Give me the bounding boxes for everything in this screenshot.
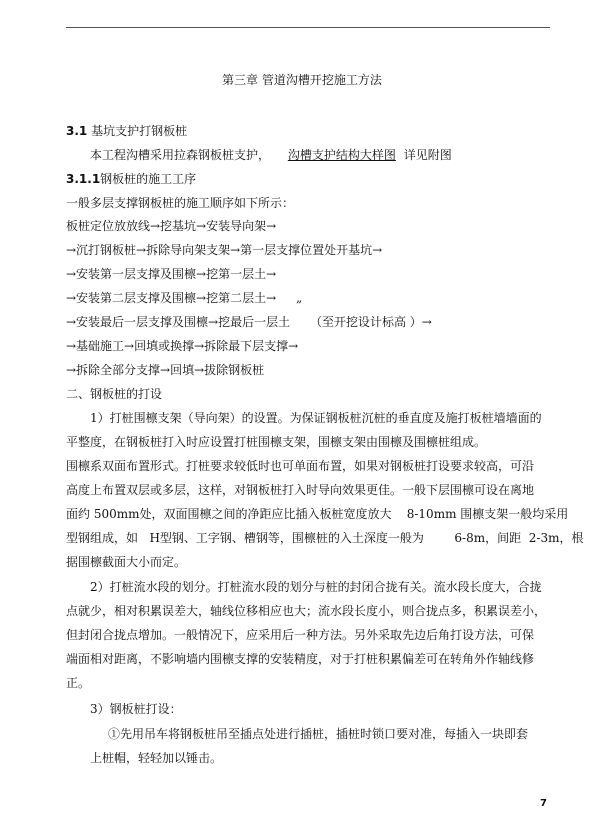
section-2-heading: 二、钢板桩的打设 <box>66 387 163 401</box>
step-line: →拆除全部分支撑→回填→拔除钢板桩 <box>66 363 265 377</box>
section-number: 3.1.1 <box>66 172 101 186</box>
paragraph-line: 面约 500mm处，双面围檩之间的净距应比插入板桩宽度放大 8-10mm 围檩支架一般均采用 <box>66 507 569 521</box>
section-number: 3.1 <box>66 124 88 138</box>
step-mark: „ <box>296 291 303 305</box>
page-title: 第三章 管道沟槽开挖施工方法 <box>222 73 382 87</box>
section-3-1-heading <box>66 123 187 139</box>
paragraph-line: 据围檩截面大小而定。 <box>66 555 187 569</box>
paragraph-line: 点就少，相对积累误差大，轴线位移相应也大；流水段长度小，则合拢点多，积累误差小， <box>66 604 547 618</box>
paragraph-line: 正。 <box>66 676 91 690</box>
paragraph-line: ①先用吊车将钢板桩吊至插点处进行插桩，插桩时锁口要对准，每插入一块即套 <box>108 727 529 741</box>
order-intro: 一般多层支撑钢板桩的施工顺序如下所示： <box>66 196 295 210</box>
section-title: 钢板桩的施工工序 <box>100 172 197 186</box>
step-line <box>66 314 432 330</box>
intro-paragraph <box>90 147 452 163</box>
paragraph-line: 1）打桩围檩支架（导向架）的设置。为保证钢板桩沉桩的垂直度及施打板桩墙墙面的 <box>90 411 542 425</box>
step-line: →基础施工→回填或换撑→拆除最下层支撑→ <box>66 339 299 353</box>
paragraph-line: 高度上布置双层或多层，这样，对钢板桩打入时导向效果更佳。一般下层围檩可设在离地 <box>66 483 535 497</box>
paragraph-line: 上桩帽，轻轻加以锤击。 <box>90 751 223 765</box>
page-number: 7 <box>540 798 547 809</box>
paragraph-line: 围檩系双面布置形式。打桩要求较低时也可单面布置，如果对钢板桩打设要求较高，可沿 <box>66 459 535 473</box>
step-line: →沉打钢板桩→拆除导向架支架→第一层支撑位置处开基坑→ <box>66 243 383 257</box>
section-title: 基坑支护打钢板桩 <box>91 124 188 138</box>
step-text: →安装最后一层支撑及围檩→挖最后一层土 <box>66 315 291 329</box>
intro-text: 本工程沟槽采用拉森钢板桩支护， <box>90 148 271 162</box>
header-rule <box>66 27 550 28</box>
intro-tail: 详见附图 <box>403 148 452 162</box>
paragraph-line: 平整度，在钢板桩打入时应设置打桩围檩支架，围檩支架由围檩及围檩桩组成。 <box>66 435 487 449</box>
drawing-reference-link[interactable]: 沟槽支护结构大样图 <box>287 148 396 162</box>
paragraph-line: 端面相对距离，不影响墙内围檩支撑的安装精度，对于打桩积累偏差可在转角外作轴线修 <box>66 652 535 666</box>
paragraph-line: 型钢组成，如 H型钢、工字钢、槽钢等，围檩桩的入土深度一般为 6-8m，间距 2-3m，根 <box>66 531 584 545</box>
step-line: 板桩定位放放线→挖基坑→安装导向架→ <box>66 219 277 233</box>
paragraph-line: 但封闭合拢点增加。一般情况下，应采用后一种方法。另外采取先边后角打设方法，可保 <box>66 628 535 642</box>
section-3-1-1-heading <box>66 171 196 187</box>
step-text: →安装第二层支撑及围檩→挖第二层土→ <box>66 291 277 305</box>
paragraph-line: 2）打桩流水段的划分。打桩流水段的划分与桩的封闭合拢有关。流水段长度大，合拢 <box>90 580 542 594</box>
subheading: 3）钢板桩打设： <box>90 702 182 716</box>
step-line: →安装第一层支撑及围檩→挖第一层土→ <box>66 267 277 281</box>
step-tail: （至开挖设计标高 ）→ <box>309 315 432 329</box>
step-line <box>66 290 302 306</box>
